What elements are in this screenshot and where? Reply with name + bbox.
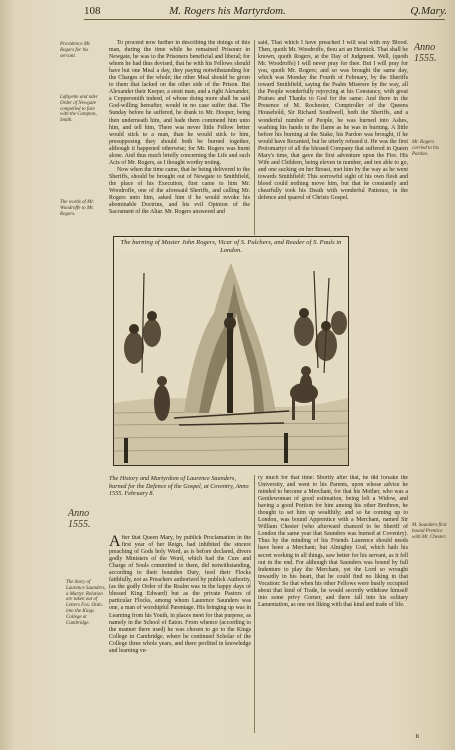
margin-note-3: The words of Mr. Woodroffe to Mr. Rogers.	[60, 200, 94, 217]
column-divider-bottom	[254, 475, 255, 733]
burning-engraving-illustration	[114, 253, 348, 465]
margin-note-2: Lafayette and nder Order of Newgate compelled to fare with the Compton, Smith.	[60, 95, 98, 124]
running-head-right: Q.Mary.	[410, 5, 447, 17]
catchword: It	[415, 734, 419, 740]
page-number: 108	[84, 5, 101, 17]
story-title: The History and Martyrdom of Laurence Saunders, burned for the Defence of the Gospel, at Coventry, Anno 1555. February 8.	[109, 475, 249, 497]
paragraph: said, That which I have preached I will seal with my Blood. Then, quoth Mr. Woodroffe, thou art an Heretick. That shall be known, quoth Rogers, at the Day of Judgment. Well, (quoth Mr. Woodroffe) I will never pray for thee. But I will pray for you, quoth Mr. Rogers; and so was brought the same day, which was Monday the Fourth of February, by the Sheriffs toward Smithfield, saying the Psalm Miserere by the way, all the People wonderfully rejoycing at his Constancy, with great Praises and Thanks to God for the same: And there in the Presence of M. Rochester, Comptroller of the Queens Household, Sir Richard Southwell, both the Sheriffs, and a wonderful number of People, he was burned into Ashes, washing his hands in the flame as he was in burning. A little before his burning at the Stake, his Pardon was brought, if he would have Recanted, but he utterly refused it. He was the first Protomartyr of all the blessed Company that suffered in Queen Mary's time, that gave the first adventure upon the Fire. His Wife and Children, being eleven in number, and ten able to go, and one sucking on her Breast, met him by the way as he went towards Smithfield: This sorrowful sight of his own flesh and blood could nothing move him, but that he constantly and chearfully took his Death with wonderful Patience, in the defence and quarrel of Christs Gospel.	[258, 40, 408, 202]
text-column-right-bottom	[258, 475, 408, 733]
text-column-left-top	[109, 40, 250, 236]
text-column-left-bottom	[109, 535, 251, 735]
margin-anno-year-bottom: Anno 1555.	[68, 508, 91, 530]
header-rule	[84, 19, 445, 20]
margin-note-1: Providence Mr. Rogers for his servant.	[60, 42, 91, 59]
margin-note-6: M. Saunders first bound Prentice with Mr. Chester.	[412, 523, 447, 540]
engraving-plate	[113, 236, 349, 466]
margin-note-5: The Story of Laurence Saunders, a Martyr. Relation are taken out of Letters Fox. Ordo. into the Kings College at Cambridge.	[66, 580, 106, 626]
paragraph: Now when the time came, that he being delivered to the Sheriffs, should be brought out of Newgate to Smithfield, the place of his Execution, first came to him Mr. Woodroffe, one of the aforesaid Sheriffs, and calling Mr. Rogers unto him, asked him if he would revoke his abominable Doctrine, and his evil Opinion of the Sacrament of the Altar. Mr. Rogers answered and	[109, 166, 250, 216]
paragraph: ry much for that time: Shortly after that, he did forsake the University, and went to his Parents, upon whose advice he minded to become a Merchant, for that his Mother, who was a Gentlewoman of good estimation, being left a Widow, and having a good Portion for him among his other Brethren, he thought to set him up wealthily; and so he coming up to London, was bound Apprentice with a Merchant, named Sir William Chester (who afterward chanced to be Sheriff of London the same year that Saunders was burned at Coventry). Thus by the minding of his Friends Laurence should needs have been a Merchant; but Almighty God, which hath his secret working in all things, saw better for his servant, as it fell out in the end. For although that Saunders was bound by full Indenture to play the Merchant, yet the Lord so wrought inwardly in his heart, that he could find no liking in that Vocation: So that when his other Fellows were busily occupied about that kind of Trade, he would secretly withdraw himself into some privy Corner, and there fall into his solitary Lamentation, as one not liking with that kind and trade of life.	[258, 475, 408, 608]
column-divider-top	[254, 40, 255, 235]
running-title: M. Rogers his Martyrdom.	[169, 5, 286, 17]
text-column-right-top	[258, 40, 408, 236]
plate-caption: The burning of Master John Rogers, Vicar of S. Pulchers, and Reader of S. Pauls in London.	[120, 239, 342, 254]
paragraph: To proceed now further in describing the doings of this man, during the time while he remained Prisoner in Newgate, he was to the Prisoners beneficial and liberal; for whom he had thus devised, that he with his Fellows should have but one Meal a day, they paying notwithstanding for the Charges of the whole; the other Meal should be given to them that lacked on the other side of the Prison. But Alexander their Keeper, a strait man, and a right Alexander, a Coppersmith indeed, of whose doing more shall be said God-willing hereafter, would in no case suffer that. The Sunday before he suffered, he drank to Mr. Hooper, being then underneath him, and bade them commend him unto him, and tell him, There was never little Fellow better would stick to a man, than he would stick to him, presupposing they should both be burned together, although it happened otherwise; for Mr. Rogers was burnt alone. And thus much briefly concerning the Life and such Acts of Mr. Rogers, as I thought worthy noting.	[109, 40, 250, 166]
margin-anno-year-top: Anno 1555.	[414, 42, 437, 64]
drop-cap: A	[109, 535, 121, 550]
margin-note-4: Mr. Rogers carried to his Pardon.	[412, 140, 439, 157]
paragraph: fter that Queen Mary, by publick Proclamation in the first year of her Reign, had inhibited the sincere preaching of Gods holy Word, as is before declared, divers godly Ministers of the Word, which had the Cure and Charge of Souls committed to them, did notwithstanding, according to their bounden Duty, feed their Flocks faithfully, not as Preachers authorized by publick Authority, (as the godly Order of the Realm was in the happy days of blessed King Edward) but as the private Pastors of particular Flocks, among whom Laurence Saunders was one, a man of worshipful Parentage. His bringing up was in Learning from his Youth, in places meet for that purpose, as namely in the School of Eaton. From whence (according to the manner there used) he was chosen to go to the Kings College in Cambridge, where he continued Scholar of the College three whole years, and there profited in knowledge and learning ve-	[109, 535, 251, 654]
